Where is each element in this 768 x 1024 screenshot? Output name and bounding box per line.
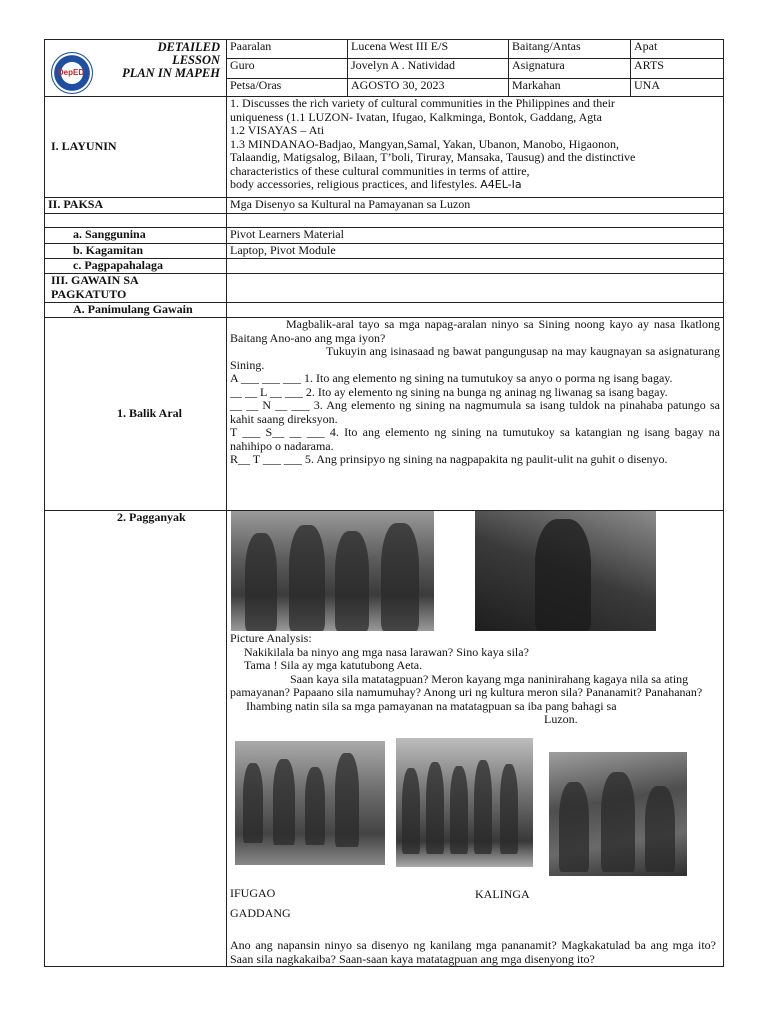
header-value: Apat	[631, 40, 724, 59]
person-figure	[601, 772, 635, 872]
pagganyak-closing-question: Ano ang napansin ninyo sa disenyo ng kanilang mga pananamit? Magkakatulad ba ang mga ito? Saan sila nagkakaiba? Saan-saan kaya matatagpuan ang mga disenyong ito?	[230, 938, 716, 966]
kalinga-photo	[396, 738, 533, 867]
title-line-1: DETAILED	[157, 40, 220, 54]
person-figure	[245, 533, 277, 631]
aeta-boy-photo	[475, 511, 656, 631]
kagamitan-label: b. Kagamitan	[45, 244, 227, 259]
quiz-item: T ___ S__ __ ___ 4. Ito ang elemento ng sining na tumutukoy sa katangian ng isang bagay na nahihipo o nadarama.	[230, 425, 720, 453]
caption-gaddang: GADDANG	[230, 906, 291, 920]
analysis-paragraph: Saan kaya sila matatagpuan? Meron kayang mga naninirahang kagaya nila sa ating pamayanan? Papaano sila namumuhay? Anong uri ng kultura meron sila? Pananamit? Panahanan?	[230, 671, 703, 699]
person-figure	[289, 525, 325, 631]
analysis-answer: Tama ! Sila ay mga katutubong Aeta.	[244, 658, 423, 672]
balik-aral-intro: Magbalik-aral tayo sa mga napag-aralan ninyo sa Sining noong kayo ay nasa Ikatlong Baitang Ano-ano ang mga iyon?	[230, 317, 720, 345]
header-value: UNA	[631, 78, 724, 96]
person-figure	[335, 531, 369, 631]
caption-ifugao: IFUGAO	[230, 886, 276, 900]
pagganyak-label: 2. Pagganyak	[45, 511, 227, 967]
layunin-line-last	[230, 178, 720, 192]
layunin-line: 1.2 VISAYAS – Ati	[230, 123, 325, 137]
document-title	[122, 41, 220, 80]
layunin-line: characteristics of these cultural communities in terms of attire,	[230, 163, 530, 178]
gaddang-photo	[549, 752, 687, 876]
layunin-line: 1. Discusses the rich variety of cultural communities in the Philippines and their	[230, 96, 615, 110]
person-figure	[381, 523, 419, 631]
layunin-line: uniqueness (1.1 LUZON- Ivatan, Ifugao, Kalkminga, Bontok, Gaddang, Agta	[230, 109, 602, 124]
gawain-label-line-1: III. GAWAIN SA	[51, 273, 139, 287]
section-gawain-label	[45, 274, 227, 303]
layunin-line: body accessories, religious practices, and lifestyles.	[230, 177, 478, 191]
section-layunin-label: I. LAYUNIN	[45, 97, 227, 198]
layunin-line: Talaandig, Matigsalog, Bilaan, T’boli, Tiruray, Mansaka, Tausug) and the distinctive	[230, 150, 636, 164]
pagpapahalaga-value	[227, 259, 724, 274]
header-value: AGOSTO 30, 2023	[348, 78, 509, 96]
empty-cell	[227, 303, 724, 318]
header-value: Jovelyn A . Natividad	[348, 59, 509, 78]
balik-aral-label: 1. Balik Aral	[45, 318, 227, 511]
header-label: Baitang/Antas	[509, 40, 631, 59]
header-label: Paaralan	[227, 40, 348, 59]
balik-aral-content	[227, 318, 724, 511]
analysis-question: Nakikilala ba ninyo ang mga nasa larawan? Sino kaya sila?	[244, 644, 529, 659]
caption-kalinga: KALINGA	[475, 887, 530, 901]
layunin-line: 1.3 MINDANAO-Badjao, Mangyan,Samal, Yakan, Ubanon, Manobo, Higaonon,	[230, 136, 619, 151]
picture-analysis-title: Picture Analysis:	[230, 631, 312, 645]
person-figure	[402, 768, 420, 854]
analysis-compare-end: Luzon.	[544, 712, 578, 726]
quiz-item: __ __ L __ ___ 2. Ito ay elemento ng sining na bunga ng aninag ng liwanag sa isang bagay.	[230, 384, 668, 399]
quiz-item: __ __ N __ ___ 3. Ang elemento ng sining na nagmumula sa isang tuldok na pinahaba patungo sa kahit saang direksyon.	[230, 398, 720, 426]
person-figure	[426, 762, 444, 854]
person-figure	[474, 760, 492, 854]
ifugao-photo	[235, 741, 385, 865]
person-figure	[335, 753, 359, 847]
person-figure	[450, 766, 468, 854]
quiz-item: R__ T ___ ___ 5. Ang prinsipyo ng sining na nagpapakita ng paulit-ulit na guhit o disenyo.	[230, 452, 668, 466]
empty-cell	[227, 274, 724, 303]
pagpapahalaga-label: c. Pagpapahalaga	[45, 259, 227, 274]
empty-cell	[227, 214, 724, 228]
header-value: ARTS	[631, 59, 724, 78]
title-line-2: LESSON	[172, 53, 220, 67]
person-figure	[535, 519, 591, 631]
header-label: Petsa/Oras	[227, 78, 348, 96]
person-figure	[305, 767, 325, 845]
header-label: Asignatura	[509, 59, 631, 78]
kagamitan-value: Laptop, Pivot Module	[227, 244, 724, 259]
person-figure	[243, 763, 263, 843]
header-title-cell	[45, 40, 227, 97]
competency-code: A4EL-Ia	[480, 178, 522, 191]
sanggunian-label: a. Sanggunina	[45, 228, 227, 244]
person-figure	[273, 759, 295, 845]
section-paksa-label: II. PAKSA	[45, 198, 227, 214]
balik-aral-instruction: Tukuyin ang isinasaad ng bawat pangungusap na may kaugnayan sa asignaturang Sining.	[230, 344, 720, 372]
aeta-group-photo	[231, 511, 434, 631]
title-line-3: PLAN IN MAPEH	[122, 66, 220, 80]
person-figure	[645, 786, 675, 872]
header-value: Lucena West III E/S	[348, 40, 509, 59]
person-figure	[559, 782, 589, 872]
panimulang-gawain-label: A. Panimulang Gawain	[45, 303, 227, 318]
layunin-content	[227, 97, 724, 198]
header-label: Guro	[227, 59, 348, 78]
person-figure	[500, 764, 518, 854]
gawain-label-line-2: PAGKATUTO	[51, 286, 127, 301]
analysis-compare: Ihambing natin sila sa mga pamayanan na matatagpuan sa iba pang bahagi sa	[246, 698, 617, 713]
empty-cell	[45, 214, 227, 228]
sanggunian-value: Pivot Learners Material	[227, 228, 724, 244]
header-label: Markahan	[509, 78, 631, 96]
paksa-value: Mga Disenyo sa Kultural na Pamayanan sa Luzon	[227, 198, 724, 214]
quiz-item: A ___ ___ ___ 1. Ito ang elemento ng sining na tumutukoy sa anyo o porma ng isang bagay.	[230, 371, 673, 385]
picture-analysis-block	[230, 632, 716, 727]
logo-text: DepED	[57, 68, 85, 77]
